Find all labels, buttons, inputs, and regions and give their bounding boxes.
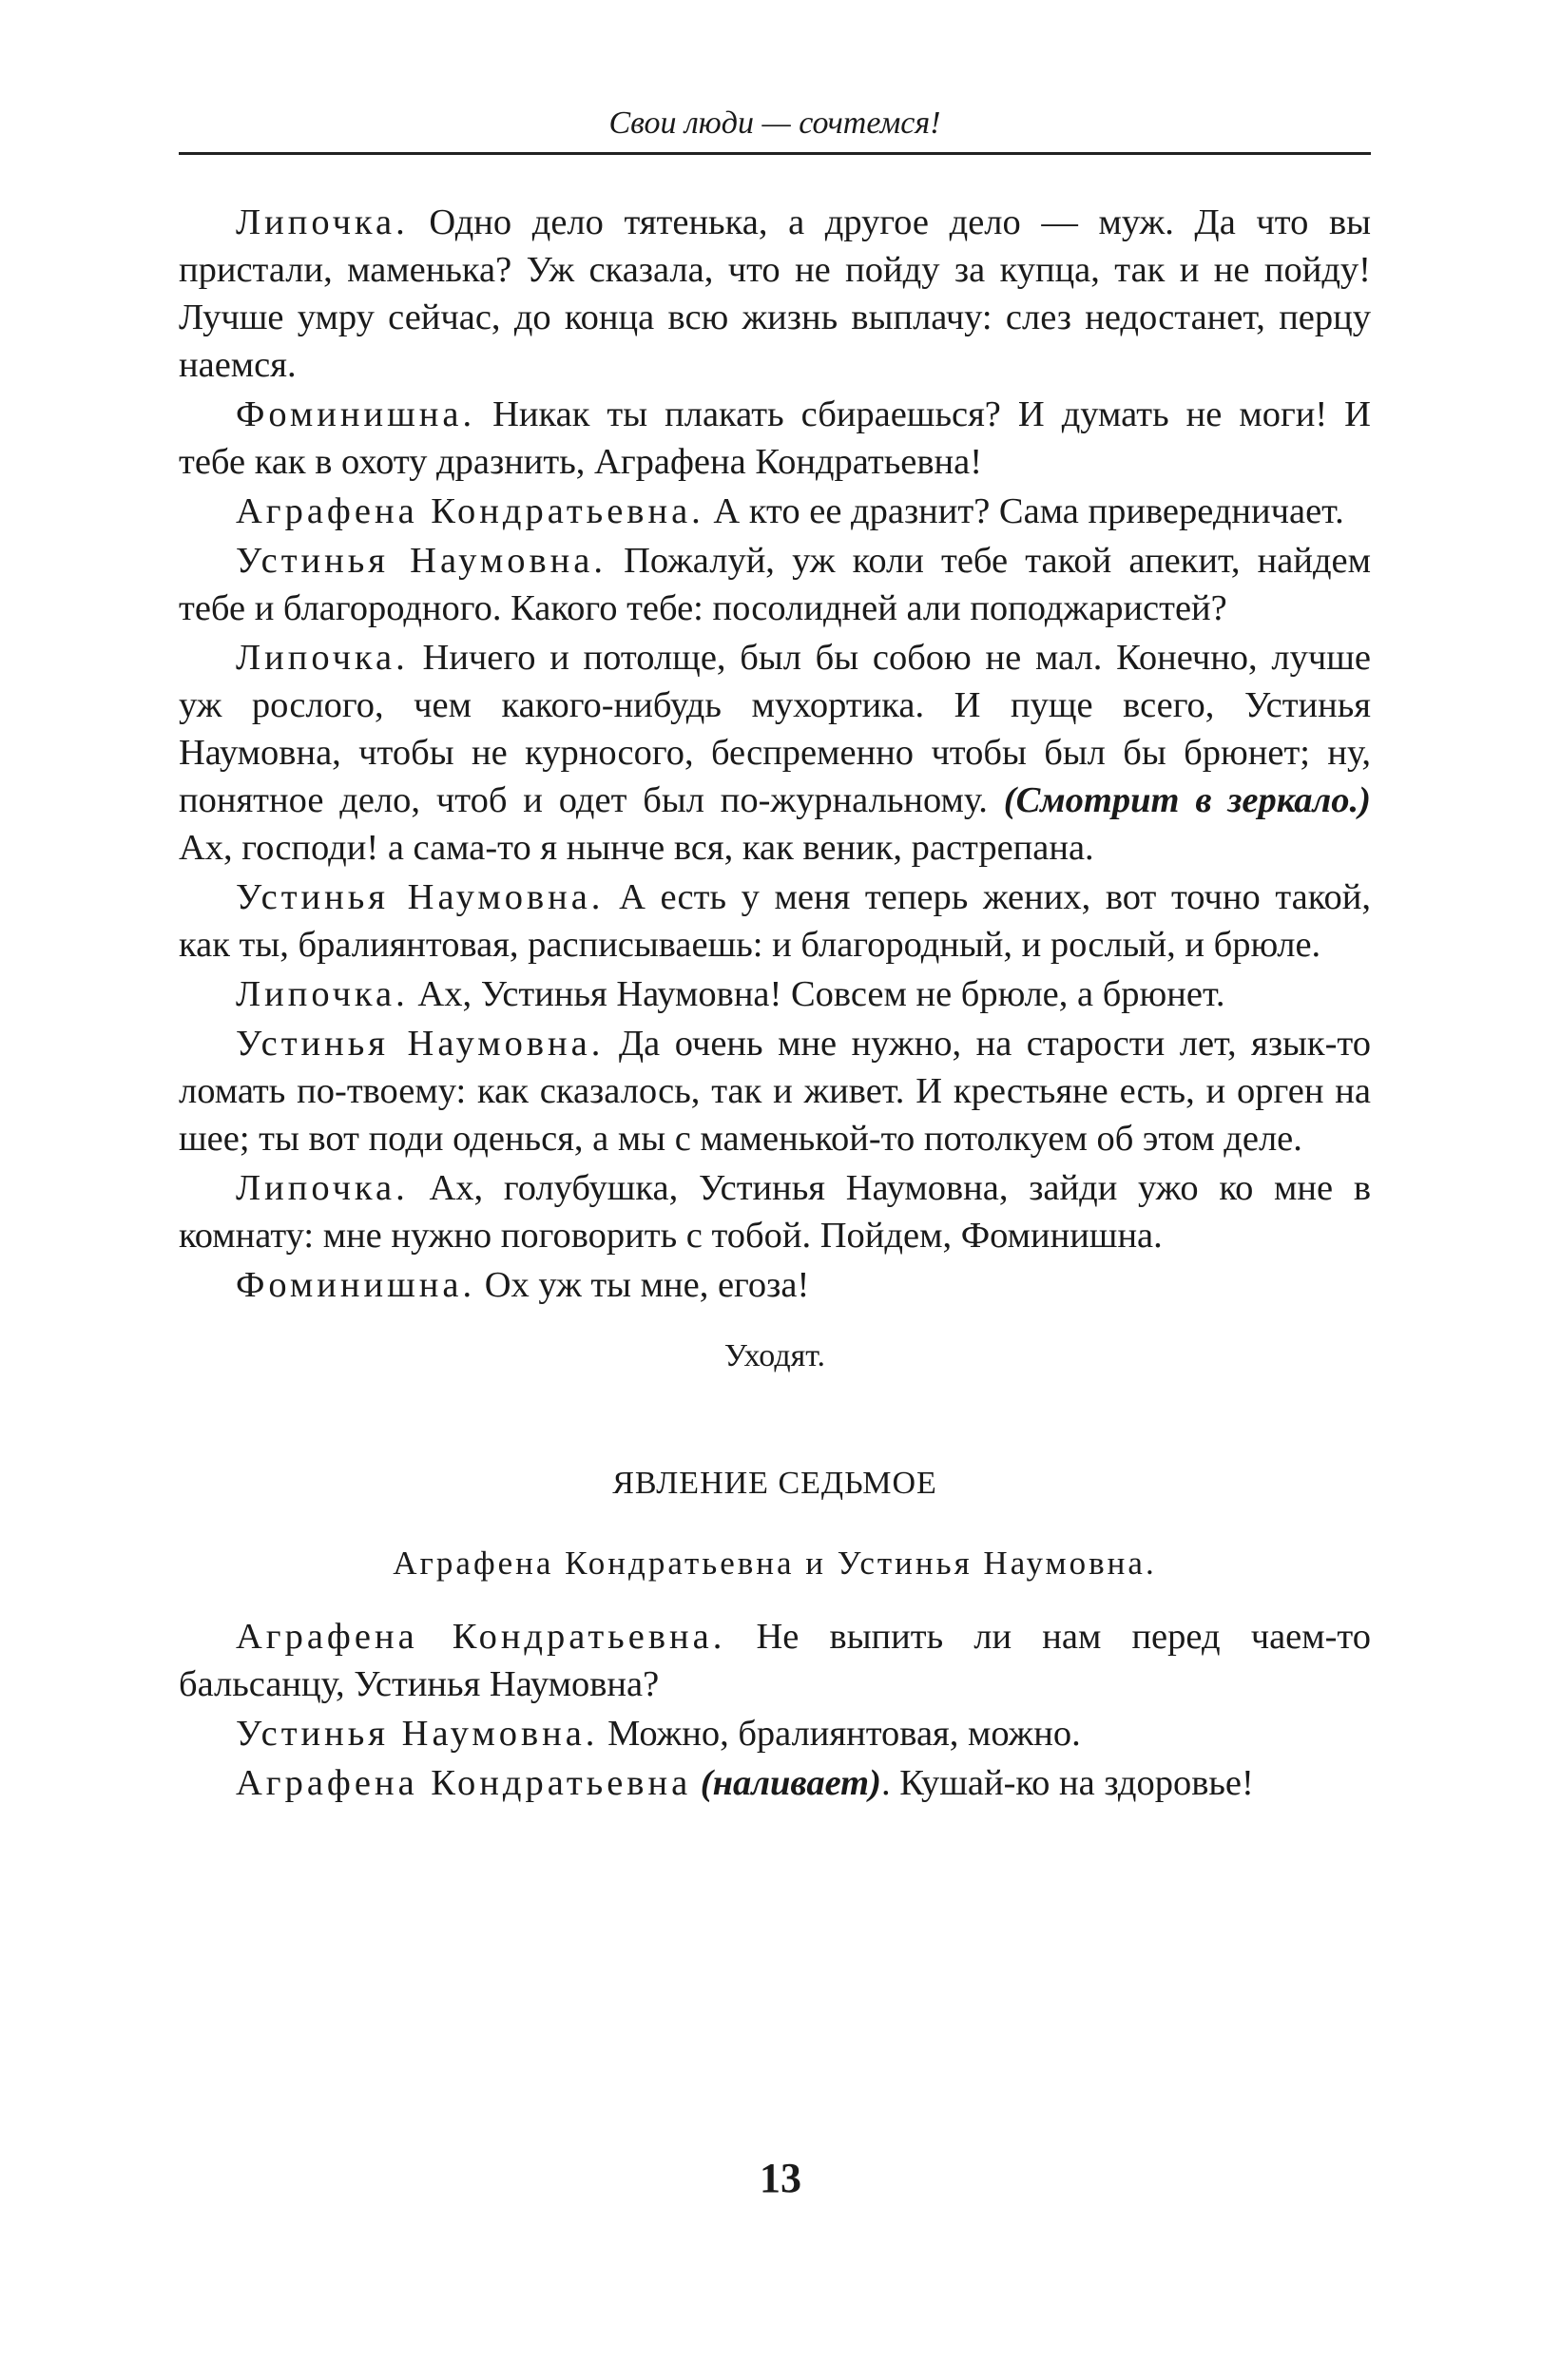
running-head: Свои люди — сочтемся! bbox=[179, 105, 1371, 155]
dialogue-paragraph bbox=[179, 634, 1371, 872]
dialogue-paragraph bbox=[179, 199, 1371, 389]
speaker-name: Липочка. bbox=[236, 1168, 409, 1208]
speech-text: Можно, бралиянтовая, можно. bbox=[598, 1714, 1081, 1754]
dialogue-block bbox=[179, 1613, 1371, 1807]
page-number: 13 bbox=[760, 2155, 801, 2201]
speech-text: . Кушай-ко на здоровье! bbox=[880, 1763, 1254, 1803]
stage-direction: (наливает) bbox=[700, 1763, 881, 1803]
speech-text: А есть у меня теперь жених, вот точно такой, как ты, бралиянтовая, расписываешь: и благородный, и рослый, и брюле. bbox=[179, 877, 1371, 965]
dialogue-paragraph bbox=[179, 1020, 1371, 1162]
speaker-name: Аграфена Кондратьевна bbox=[236, 1763, 692, 1803]
dialogue-paragraph bbox=[179, 1261, 1371, 1309]
dialogue-paragraph bbox=[179, 1164, 1371, 1259]
speech-text: Ах, голубушка, Устинья Наумовна, зайди ужо ко мне в комнату: мне нужно поговорить с тобой. Пойдем, Фоминишна. bbox=[179, 1168, 1371, 1256]
speech-space bbox=[691, 1763, 701, 1803]
speaker-name: Липочка. bbox=[236, 638, 409, 678]
speaker-name: Устинья Наумовна. bbox=[236, 1024, 605, 1064]
speaker-name: Фоминишна. bbox=[236, 394, 476, 434]
book-page bbox=[179, 105, 1371, 1807]
speaker-name: Устинья Наумовна. bbox=[236, 1714, 599, 1754]
speech-text: Пожалуй, уж коли тебе такой апекит, найдем тебе и благородного. Какого тебе: посолидней али поподжаристей? bbox=[179, 541, 1371, 628]
speaker-name: Липочка. bbox=[236, 974, 409, 1014]
dialogue-paragraph bbox=[179, 970, 1371, 1018]
speech-text: А кто ее дразнит? Сама привередничает. bbox=[703, 491, 1344, 531]
dialogue-paragraph bbox=[179, 1759, 1371, 1807]
speech-text: Не выпить ли нам перед чаем-то бальсанцу, Устинья Наумовна? bbox=[179, 1617, 1371, 1704]
dialogue-paragraph bbox=[179, 1710, 1371, 1757]
speech-text: Ничего и потолще, был бы собою не мал. Конечно, лучше уж рослого, чем какого-нибудь мухортика. И пуще всего, Устинья Наумовна, чтобы не курносого, беспременно чтобы был бы брюнет; ну, понятное дело, чтоб и одет был по-журнальному. bbox=[179, 638, 1371, 820]
speech-text: Да очень мне нужно, на старости лет, язык-то ломать по-твоему: как сказалось, так и живет. И крестьяне есть, и орген на шее; ты вот поди оденься, а мы с маменькой-то потолкуем об этом деле. bbox=[179, 1024, 1371, 1159]
scene-cast: Аграфена Кондратьевна и Устинья Наумовна. bbox=[393, 1545, 1157, 1582]
dialogue-block bbox=[179, 199, 1371, 1309]
speaker-name: Устинья Наумовна. bbox=[236, 541, 607, 581]
dialogue-paragraph bbox=[179, 391, 1371, 486]
speaker-name: Липочка. bbox=[236, 202, 409, 242]
exit-direction: Уходят. bbox=[723, 1338, 826, 1373]
dialogue-paragraph bbox=[179, 1613, 1371, 1708]
speech-text: Ах, господи! а сама-то я нынче вся, как веник, растрепана. bbox=[179, 828, 1094, 868]
speaker-name: Устинья Наумовна. bbox=[236, 877, 605, 917]
speech-text: Никак ты плакать сбираешься? И думать не моги! И тебе как в охоту дразнить, Аграфена Кондратьевна! bbox=[179, 394, 1371, 482]
speech-text: Одно дело тятенька, а другое дело — муж. Да что вы пристали, маменька? Уж сказала, что не пойду за купца, так и не пойду! Лучше умру сейчас, до конца всю жизнь выплачу: слез недостанет, перцу наемся. bbox=[179, 202, 1371, 385]
speaker-name: Фоминишна. bbox=[236, 1265, 476, 1305]
speaker-name: Аграфена Кондратьевна. bbox=[236, 1617, 726, 1657]
scene-title: ЯВЛЕНИЕ СЕДЬМОЕ bbox=[612, 1466, 937, 1501]
stage-direction: (Смотрит в зеркало.) bbox=[1003, 780, 1371, 820]
speech-text: Ох уж ты мне, егоза! bbox=[475, 1265, 810, 1305]
dialogue-paragraph bbox=[179, 488, 1371, 535]
dialogue-paragraph bbox=[179, 537, 1371, 632]
dialogue-paragraph bbox=[179, 873, 1371, 969]
speech-text: Ах, Устинья Наумовна! Совсем не брюле, а брюнет. bbox=[408, 974, 1225, 1014]
speaker-name: Аграфена Кондратьевна. bbox=[236, 491, 704, 531]
